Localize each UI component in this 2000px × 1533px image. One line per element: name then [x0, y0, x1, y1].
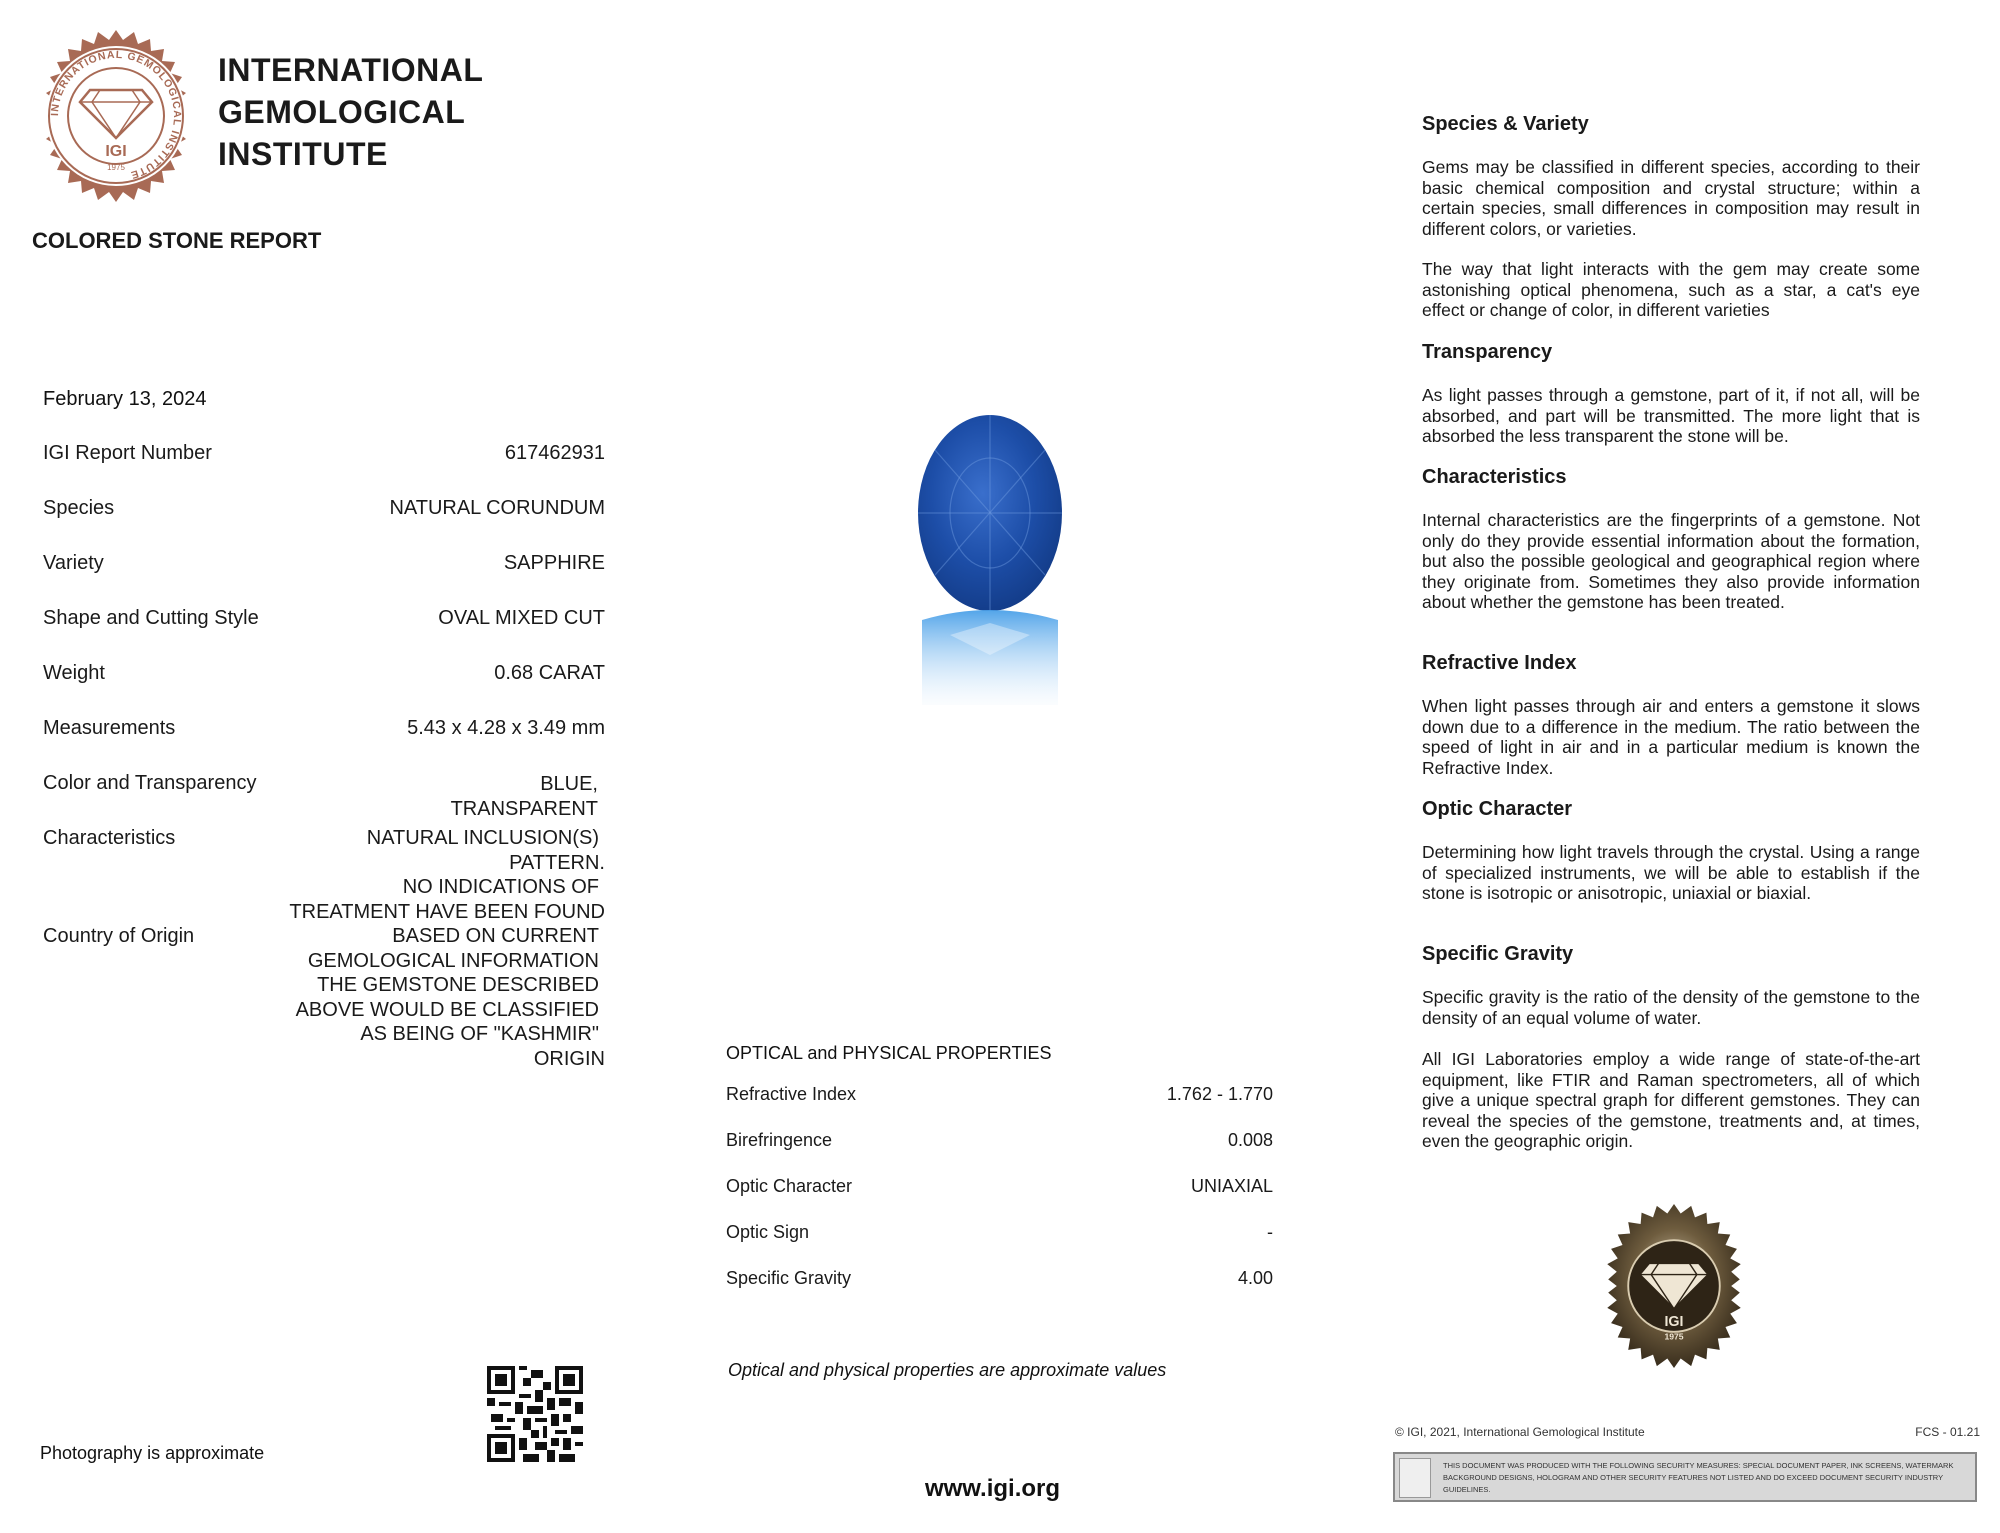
seal-year-text: 1975: [1664, 1331, 1684, 1342]
logo-ring-text: INTERNATIONAL GEMOLOGICAL INSTITUTE: [48, 48, 184, 182]
igi-hologram-seal: [1592, 1204, 1756, 1368]
glossary-paragraph: Internal characteristics are the fingerprints of a gemstone. Not only do they provide essential information about the formation, but also the possible geological and geographical region where they originate from. Sometimes they also provide information about whether the gemstone has been treated.: [1422, 510, 1920, 612]
seal-mark-text: IGI: [1664, 1314, 1684, 1331]
detail-label: Species: [43, 497, 115, 519]
detail-label: IGI Report Number: [43, 442, 212, 464]
detail-label: Measurements: [43, 717, 176, 739]
glossary-paragraph: Specific gravity is the ratio of the density of the gemstone to the density of an equal volume of water.: [1422, 987, 1920, 1028]
characteristics-line: NO INDICATIONS OF: [402, 876, 599, 898]
glossary-heading: Transparency: [1422, 341, 1553, 363]
copyright-notice: © IGI, 2021, International Gemological Institute: [1395, 1425, 1645, 1439]
report-title: COLORED STONE REPORT: [32, 228, 322, 253]
glossary-paragraph: The way that light interacts with the gem may create some astonishing optical phenomena, such as a star, a cat's eye effect or change of color, in different varieties: [1422, 259, 1920, 320]
qr-code[interactable]: [487, 1366, 583, 1462]
gemstone-photo: [910, 415, 1070, 705]
optical-value: 0.008: [1227, 1130, 1273, 1150]
website-link[interactable]: www.igi.org: [924, 1475, 1061, 1502]
optical-value: UNIAXIAL: [1190, 1176, 1273, 1196]
origin-label: Country of Origin: [43, 925, 195, 947]
glossary-paragraph: When light passes through air and enters a gemstone it slows down due to a difference in the medium. The ratio between the speed of light in air and in a particular medium is known the Refractive Index.: [1422, 696, 1920, 778]
characteristics-line: TREATMENT HAVE BEEN FOUND: [289, 900, 605, 923]
glossary-paragraph: Gems may be classified in different species, according to their basic chemical composition and crystal structure; within a certain species, small differences in composition may result in different colors, or varieties.: [1422, 157, 1920, 239]
characteristics-label: Characteristics: [43, 827, 176, 849]
optical-label: Birefringence: [726, 1130, 833, 1150]
optical-label: Specific Gravity: [726, 1268, 852, 1288]
glossary-heading: Specific Gravity: [1422, 943, 1574, 965]
approximate-values-note: Optical and physical properties are approximate values: [728, 1360, 1167, 1380]
glossary-heading: Characteristics: [1422, 466, 1567, 488]
origin-line: ABOVE WOULD BE CLASSIFIED: [295, 998, 599, 1021]
glossary-paragraph: Determining how light travels through the crystal. Using a range of specialized instruments, we will be able to establish if the stone is isotropic or anisotropic, uniaxial or biaxial.: [1422, 842, 1920, 903]
detail-label: Variety: [43, 552, 104, 574]
form-code: FCS - 01.21: [1915, 1425, 1980, 1439]
optical-value: 1.762 - 1.770: [1166, 1084, 1273, 1104]
origin-line: BASED ON CURRENT: [392, 925, 599, 947]
glossary-heading: Optic Character: [1422, 798, 1573, 820]
detail-label: Shape and Cutting Style: [43, 607, 259, 629]
color-value-line: TRANSPARENT: [450, 797, 598, 820]
color-transparency-value: [451, 772, 598, 821]
org-name-line3: INSTITUTE: [218, 136, 388, 172]
color-value-line: BLUE,: [540, 773, 598, 795]
glossary-heading: Species & Variety: [1422, 113, 1589, 135]
characteristics-origin-value: [289, 826, 605, 1071]
optical-label: Optic Sign: [726, 1222, 810, 1242]
security-banner: [1393, 1452, 1977, 1502]
origin-line: GEMOLOGICAL INFORMATION: [307, 949, 599, 972]
photography-note: Photography is approximate: [40, 1443, 265, 1463]
origin-line: THE GEMSTONE DESCRIBED: [317, 974, 599, 996]
detail-value: 617462931: [504, 442, 605, 464]
optical-properties-title: OPTICAL and PHYSICAL PROPERTIES: [726, 1043, 1052, 1063]
color-transparency-label: Color and Transparency: [43, 772, 257, 794]
optical-value: -: [1267, 1222, 1273, 1242]
detail-value: NATURAL CORUNDUM: [389, 497, 605, 519]
optical-label: Optic Character: [726, 1176, 853, 1196]
detail-value: 0.68 CARAT: [494, 662, 605, 684]
logo-year-text: 1975: [107, 163, 125, 172]
igi-logo: [30, 30, 202, 202]
detail-label: Weight: [43, 662, 105, 684]
origin-line: AS BEING OF "KASHMIR": [360, 1023, 599, 1045]
org-name-line2: GEMOLOGICAL: [218, 94, 466, 130]
report-date: February 13, 2024: [43, 388, 207, 410]
org-name-line1: INTERNATIONAL: [218, 52, 484, 88]
glossary-heading: Refractive Index: [1422, 652, 1577, 674]
logo-mark-text: IGI: [105, 143, 127, 160]
characteristics-line: NATURAL INCLUSION(S): [366, 827, 599, 849]
lock-icon: [1399, 1458, 1431, 1498]
glossary-paragraph: As light passes through a gemstone, part of it, if not all, will be absorbed, and part will be transmitted. The more light that is absorbed the less transparent the stone will be.: [1422, 385, 1920, 446]
characteristics-line: PATTERN.: [509, 851, 605, 874]
optical-value: 4.00: [1237, 1268, 1273, 1288]
glossary-paragraph: All IGI Laboratories employ a wide range of state-of-the-art equipment, like FTIR and Raman spectrometers, all of which give a unique spectral graph for different gemstones. They can reveal the species of the gemstone, treatments and, at times, even the geographic origin.: [1422, 1049, 1920, 1151]
detail-value: OVAL MIXED CUT: [438, 607, 605, 629]
detail-value: SAPPHIRE: [503, 552, 605, 574]
detail-value: 5.43 x 4.28 x 3.49 mm: [407, 717, 605, 739]
optical-label: Refractive Index: [726, 1084, 857, 1104]
security-text: THIS DOCUMENT WAS PRODUCED WITH THE FOLLOWING SECURITY MEASURES: SPECIAL DOCUMENT PAPER, INK SCREENS, WATERMARK BACKGROUND DESIGNS, HOLOGRAM AND OTHER SECURITY FEATURES NOT LISTED AND DO EXCEED DOCUMENT SECURITY INDUSTRY GUIDELINES.: [1443, 1461, 1954, 1494]
origin-line: ORIGIN: [533, 1047, 605, 1070]
